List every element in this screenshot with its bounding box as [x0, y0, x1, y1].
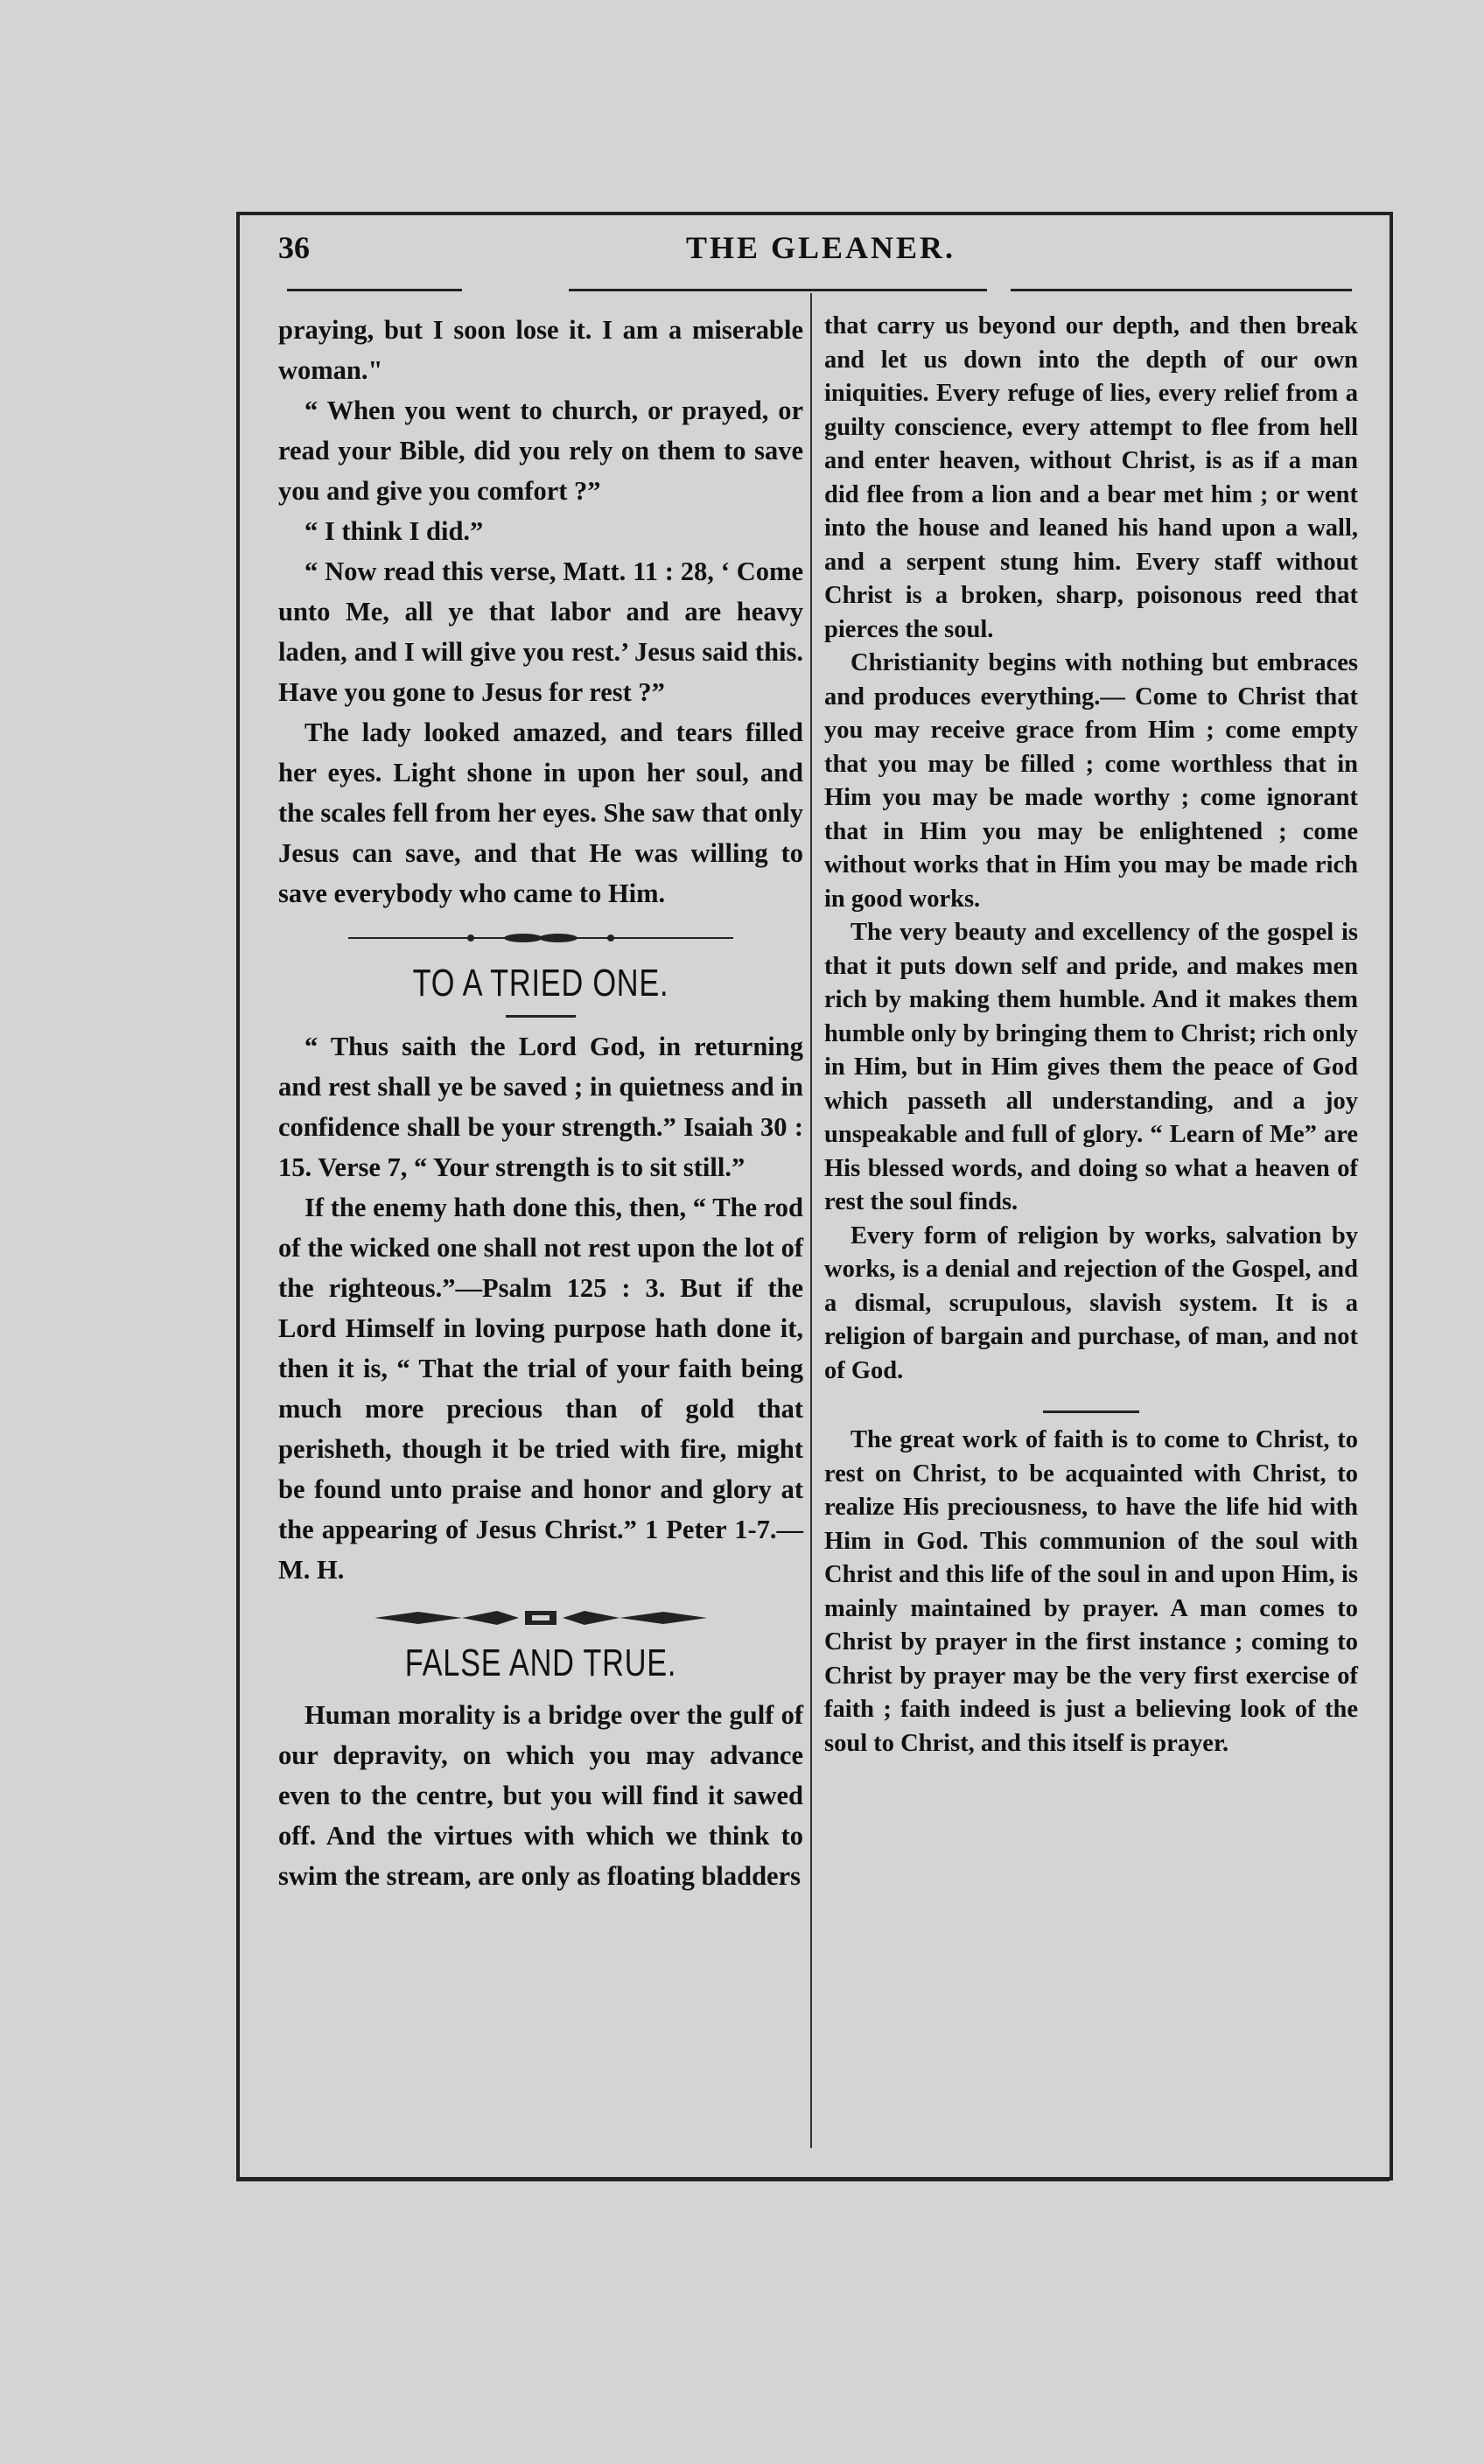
paragraph: The lady looked amazed, and tears filled her eyes. Light shone in upon her soul, and the scales fell from her eyes. She saw that only Jesus can save, and that He was willing to save everybody who came to Him. [278, 718, 803, 908]
paragraph: praying, but I soon lose it. I am a miserable woman." [278, 315, 803, 385]
running-title: THE GLEANER. [685, 230, 956, 265]
header-rule-center [569, 289, 987, 291]
header-rule-right [1011, 289, 1352, 291]
ornament-divider [278, 1602, 803, 1628]
short-rule [506, 1015, 576, 1018]
paragraph: “ I think I did.” [304, 516, 484, 546]
right-column [824, 310, 1358, 1760]
paragraph: “ Thus saith the Lord God, in returning and rest shall ye be saved ; in quietness and in confidence shall be your strength.” Isaiah 30 : 15. Verse 7, “ Your strength is to sit still.” [278, 1032, 803, 1182]
header-rule-left [287, 289, 462, 291]
ornament-divider [278, 922, 803, 948]
paragraph: Every form of religion by works, salvation by works, is a denial and rejection of the Gospel, and a dismal, scrupulous, slavish system. It is a religion of bargain and purchase, of man, and not of God. [824, 1222, 1358, 1384]
short-rule [1043, 1410, 1139, 1413]
ornament-line-icon [348, 932, 733, 944]
page-header [278, 229, 1363, 282]
page-number: 36 [278, 230, 310, 265]
section-heading: FALSE AND TRUE. [404, 1642, 677, 1684]
paragraph: The great work of faith is to come to Christ, to rest on Christ, to be acquainted with Christ, to realize His preciousness, to have the life hid with Him in God. This communion of the soul with Christ and this life of the soul in and upon Him, is mainly maintained by prayer. A man comes to Christ by prayer in the first instance ; coming to Christ by prayer may be the very first exercise of faith ; faith indeed is just a believing look of the soul to Christ, and this itself is prayer. [824, 1426, 1358, 1757]
section-heading: TO A TRIED ONE. [412, 962, 669, 1004]
paragraph: Human morality is a bridge over the gulf of our depravity, on which you may advance even to the centre, but you will find it sawed off. And the virtues with which we think to swim the stream, are only as floating bladders [278, 1700, 803, 1891]
paragraph: that carry us beyond our depth, and then break and let us down into the depth of our own iniquities. Every refuge of lies, every relief from a guilty conscience, every attempt to flee from hell and enter heaven, without Christ, is as if a man did flee from a lion and a bear met him ; or went into the house and leaned his hand upon a wall, and a serpent stung him. Every staff without Christ is a broken, sharp, poisonous reed that pierces the soul. [824, 312, 1358, 643]
page-bottom-rule [236, 2177, 1390, 2181]
left-column [278, 310, 803, 1896]
scroll-ornament-icon [366, 1608, 716, 1628]
paragraph: The very beauty and excellency of the gospel is that it puts down self and pride, and makes men rich by making them humble. And it makes them humble only by bringing them to Christ; rich only in Him, but in Him gives them the peace of God which passeth all understanding, and a joy unspeakable and full of glory. “ Learn of Me” are His blessed words, and doing so what a heaven of rest the soul finds. [824, 919, 1358, 1215]
paragraph: If the enemy hath done this, then, “ The rod of the wicked one shall not rest upon the lot of the righteous.”—Psalm 125 : 3. But if the Lord Himself in loving purpose hath done it, then it is, “ That the trial of your faith being much more precious than of gold that perisheth, though it be tried with fire, might be found unto praise and honor and glory at the appearing of Jesus Christ.” 1 Peter 1-7.—M. H. [278, 1193, 803, 1585]
paragraph: Christianity begins with nothing but embraces and produces everything.— Come to Christ that you may receive grace from Him ; come empty that you may be filled ; come worthless that in Him you may be made worthy ; come ignorant that in Him you may be enlightened ; come without works that in Him you may be made rich in good works. [824, 649, 1358, 913]
paragraph: “ When you went to church, or prayed, or read your Bible, did you rely on them to save you and give you comfort ?” [278, 396, 803, 506]
column-divider [810, 293, 812, 2148]
paragraph: “ Now read this verse, Matt. 11 : 28, ‘ Come unto Me, all ye that labor and are heavy laden, and I will give you rest.’ Jesus said this. Have you gone to Jesus for rest ?” [278, 556, 803, 707]
